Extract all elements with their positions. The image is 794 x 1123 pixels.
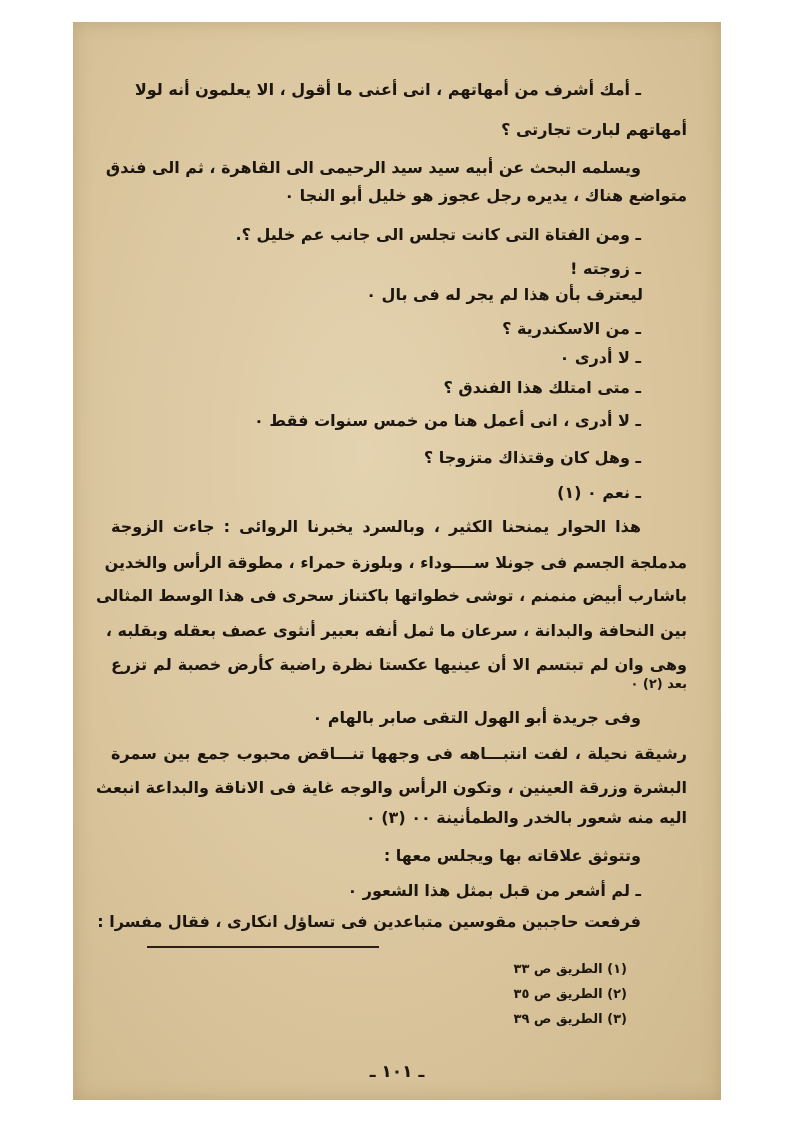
text-line: متواضع هناك ، يديره رجل عجوز هو خليل أبو النجا ٠ bbox=[284, 186, 687, 205]
footnote: (٣) الطريق ص ٣٩ bbox=[513, 1012, 627, 1027]
text-line: رشيقة نحيلة ، لفت انتبـــاهه فى وجهها تنـــاقض محبوب جمع بين سمرة bbox=[111, 744, 687, 763]
text-line: ـ وهل كان وقتذاك متزوجا ؟ bbox=[423, 448, 641, 467]
text-line: مدملجة الجسم فى جونلا ســــوداء ، وبلوزة حمراء ، مطوقة الرأس والخدين bbox=[104, 553, 687, 572]
text-line: وتتوثق علاقاته بها ويجلس معها : bbox=[383, 846, 641, 865]
text-line: وهى وان لم تبتسم الا أن عينيها عكستا نظرة راضية كأرض خصبة لم تزرع bbox=[111, 655, 687, 674]
text-line: البشرة وزرقة العينين ، وتكون الرأس والوجه غاية فى الاناقة والبداعة انبعث bbox=[96, 778, 687, 797]
text-line: وفى جريدة أبو الهول التقى صابر بالهام ٠ bbox=[312, 708, 641, 727]
text-line: ـ أمك أشرف من أمهاتهم ، انى أعنى ما أقول ، الا يعلمون أنه لولا bbox=[134, 80, 641, 99]
text-line: ـ متى امتلك هذا الفندق ؟ bbox=[443, 378, 641, 397]
text-line: باشارب أبيض منمنم ، توشى خطواتها باكتناز سحرى فى هذا الوسط المثالى bbox=[96, 586, 687, 605]
text-line: ـ نعم ٠ (١) bbox=[557, 483, 641, 502]
text-line: ـ ومن الفتاة التى كانت تجلس الى جانب عم خليل ؟. bbox=[235, 225, 641, 244]
text-line: بين النحافة والبدانة ، سرعان ما ثمل أنفه بعبير أنثوى عصف بعقله وبقلبه ، bbox=[105, 621, 687, 640]
text-line: ـ لا أدرى ٠ bbox=[559, 348, 641, 367]
text-line: ـ لم أشعر من قبل بمثل هذا الشعور ٠ bbox=[347, 881, 641, 900]
text-line: اليه منه شعور بالخدر والطمأنينة ٠٠ (٣) ٠ bbox=[365, 808, 687, 827]
footnote: (٢) الطريق ص ٣٥ bbox=[513, 987, 627, 1002]
footnote-divider bbox=[147, 946, 379, 948]
text-line: أمهاتهم لبارت تجارتى ؟ bbox=[501, 120, 687, 139]
text-line: ـ لا أدرى ، انى أعمل هنا من خمس سنوات فقط ٠ bbox=[254, 411, 641, 430]
book-page bbox=[73, 22, 721, 1100]
text-line: ـ من الاسكندرية ؟ bbox=[502, 319, 641, 338]
text-line: فرفعت حاجبين مقوسين متباعدين فى تساؤل انكارى ، فقال مفسرا : bbox=[97, 912, 641, 931]
text-line: ـ زوجته ! bbox=[570, 259, 641, 278]
text-line: ويسلمه البحث عن أبيه سيد سيد الرحيمى الى القاهرة ، ثم الى فندق bbox=[105, 158, 641, 177]
text-line: ليعترف بأن هذا لم يجر له فى بال ٠ bbox=[366, 285, 643, 304]
page-number: ـ ١٠١ ـ bbox=[369, 1062, 425, 1082]
footnote: (١) الطريق ص ٣٣ bbox=[513, 962, 627, 977]
text-line: بعد (٢) ٠ bbox=[630, 677, 687, 692]
text-line: هذا الحوار يمنحنا الكثير ، وبالسرد يخبرنا الروائى : جاءت الزوجة bbox=[111, 517, 641, 536]
